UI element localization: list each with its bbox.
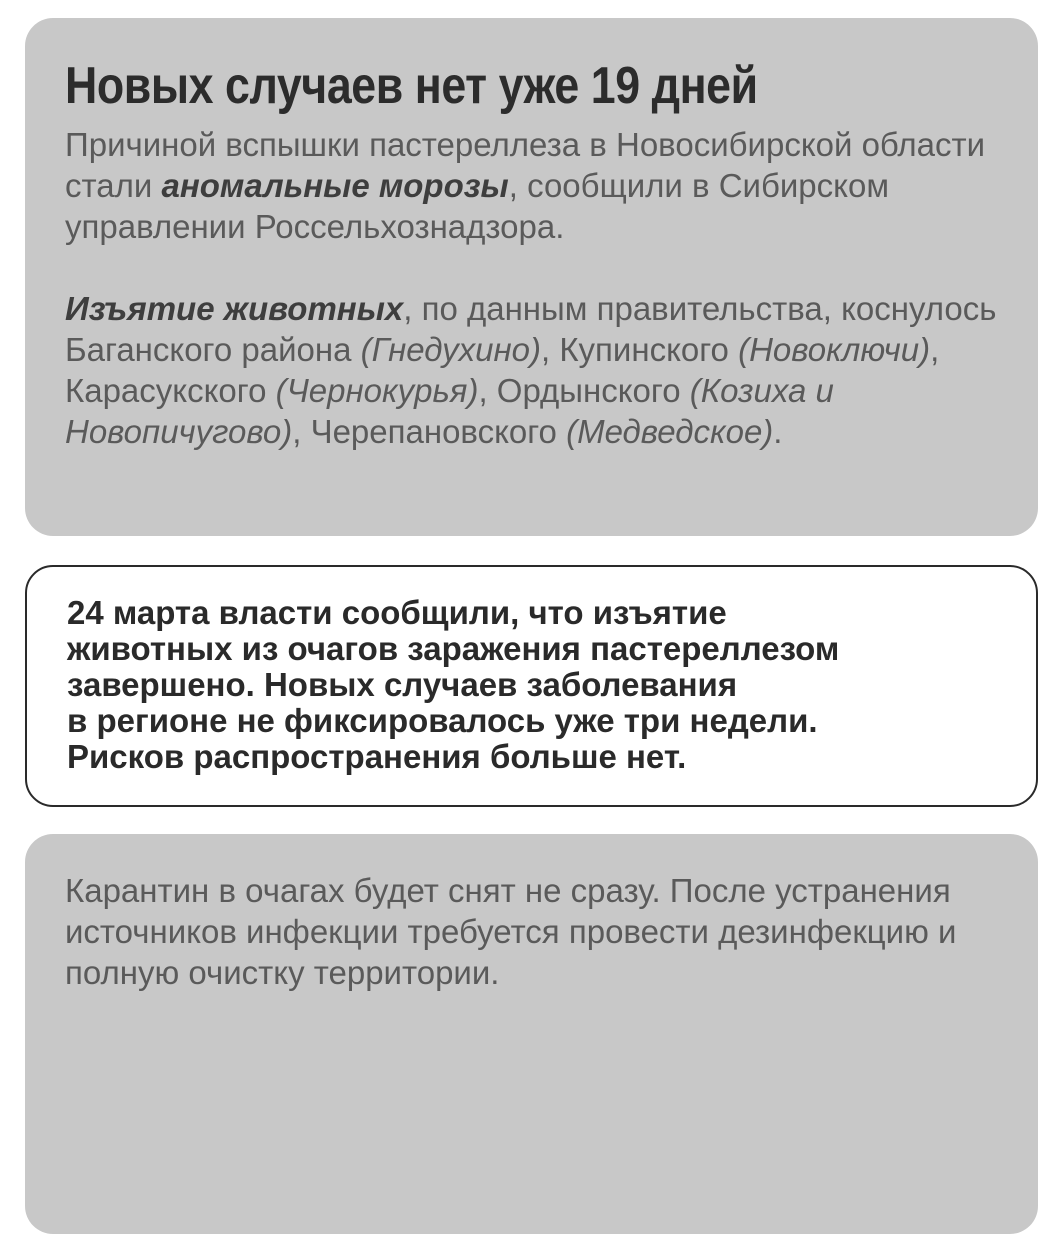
village-novoklyuchi: (Новоключи) [738,331,931,368]
village-medvedskoe: (Медведское) [566,413,774,450]
cause-text-start: Причиной вспышки пастереллеза в Новосибирской области стали [65,126,986,204]
callout-line-2: животных из очагов заражения пастереллезом [67,630,840,667]
seizure-text-1: , по данным правительства, коснулось Баганского района [65,290,997,368]
cause-emphasis: аномальные морозы [161,167,509,204]
village-kozikha-novopichugovo: (Козиха и Новопичугово) [65,372,834,450]
callout-line-3: завершено. Новых случаев заболевания [67,666,738,703]
callout-text [67,595,996,775]
seizure-text-2: , Купинского [541,331,739,368]
callout-line-5: Рисков распространения больше нет. [67,738,687,775]
seizure-text-3: , Карасукского [65,331,940,409]
seizure-emphasis: Изъятие животных [65,290,404,327]
info-card-bottom [25,834,1038,1234]
callout-line-4: в регионе не фиксировалось уже три недели. [67,702,818,739]
callout-card [25,565,1038,807]
seizure-text-5: , Черепановского [292,413,567,450]
seizure-text-6: . [773,413,783,450]
cause-paragraph [65,124,998,247]
seizure-text-4: , Ордынского [478,372,690,409]
callout-line-1: 24 марта власти сообщили, что изъятие [67,594,727,631]
village-gneduhino: (Гнедухино) [360,331,541,368]
card-headline: Новых случаев нет уже 19 дней [65,57,758,115]
village-chernokurya: (Чернокурья) [275,372,479,409]
cause-text-end: , сообщили в Сибирском управлении Россельхознадзора. [65,167,890,245]
quarantine-paragraph: Карантин в очагах будет снят не сразу. После устранения источников инфекции требуется провести дезинфекцию и полную очистку территории. [65,872,957,991]
info-card-top [25,18,1038,536]
seizure-paragraph [65,288,998,452]
